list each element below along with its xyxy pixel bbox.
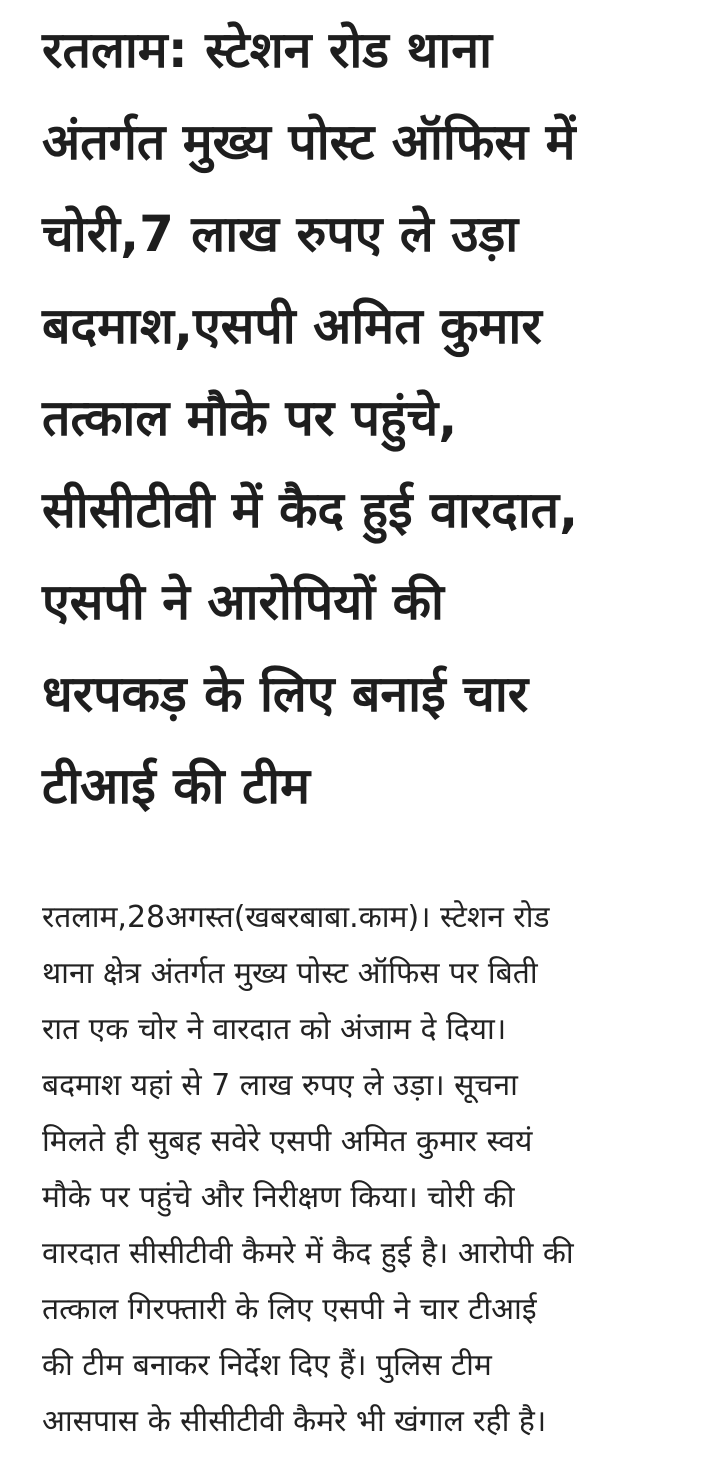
headline-line: सीसीटीवी में कैद हुई वारदात, [42,481,579,539]
body-line: मिलते ही सुबह सवेरे एसपी अमित कुमार स्वयं [42,1124,533,1159]
headline-line: टीआई की टीम [42,757,311,815]
body-line: वारदात सीसीटीवी कैमरे में कैद हुई है। आरोपी की [42,1236,574,1271]
headline-line: बदमाश,एसपी अमित कुमार [42,297,542,355]
headline-line: तत्काल मौके पर पहुंचे, [42,389,458,447]
body-line: बदमाश यहां से 7 लाख रुपए ले उड़ा। सूचना [42,1068,518,1103]
headline-line: रतलाम: स्टेशन रोड थाना [42,21,493,79]
body-line: तत्काल गिरफ्तारी के लिए एसपी ने चार टीआई [42,1292,537,1327]
body-line: आसपास के सीसीटीवी कैमरे भी खंगाल रही है। [42,1404,547,1439]
headline-line: अंतर्गत मुख्य पोस्ट ऑफिस में [42,113,576,171]
article-headline [42,0,692,832]
body-line: रात एक चोर ने वारदात को अंजाम दे दिया। [42,1012,507,1047]
headline-line: चोरी,7 लाख रुपए ले उड़ा [42,205,519,263]
body-line: की टीम बनाकर निर्देश दिए हैं। पुलिस टीम [42,1348,492,1383]
article-body [42,890,692,1450]
headline-line: धरपकड़ के लिए बनाई चार [42,665,529,723]
body-line: मौके पर पहुंचे और निरीक्षण किया। चोरी की [42,1180,515,1215]
body-line: रतलाम,28अगस्त(खबरबाबा.काम)। स्टेशन रोड [42,900,550,935]
body-line: थाना क्षेत्र अंतर्गत मुख्य पोस्ट ऑफिस पर बिती [42,956,538,991]
headline-line: एसपी ने आरोपियों की [42,573,444,631]
